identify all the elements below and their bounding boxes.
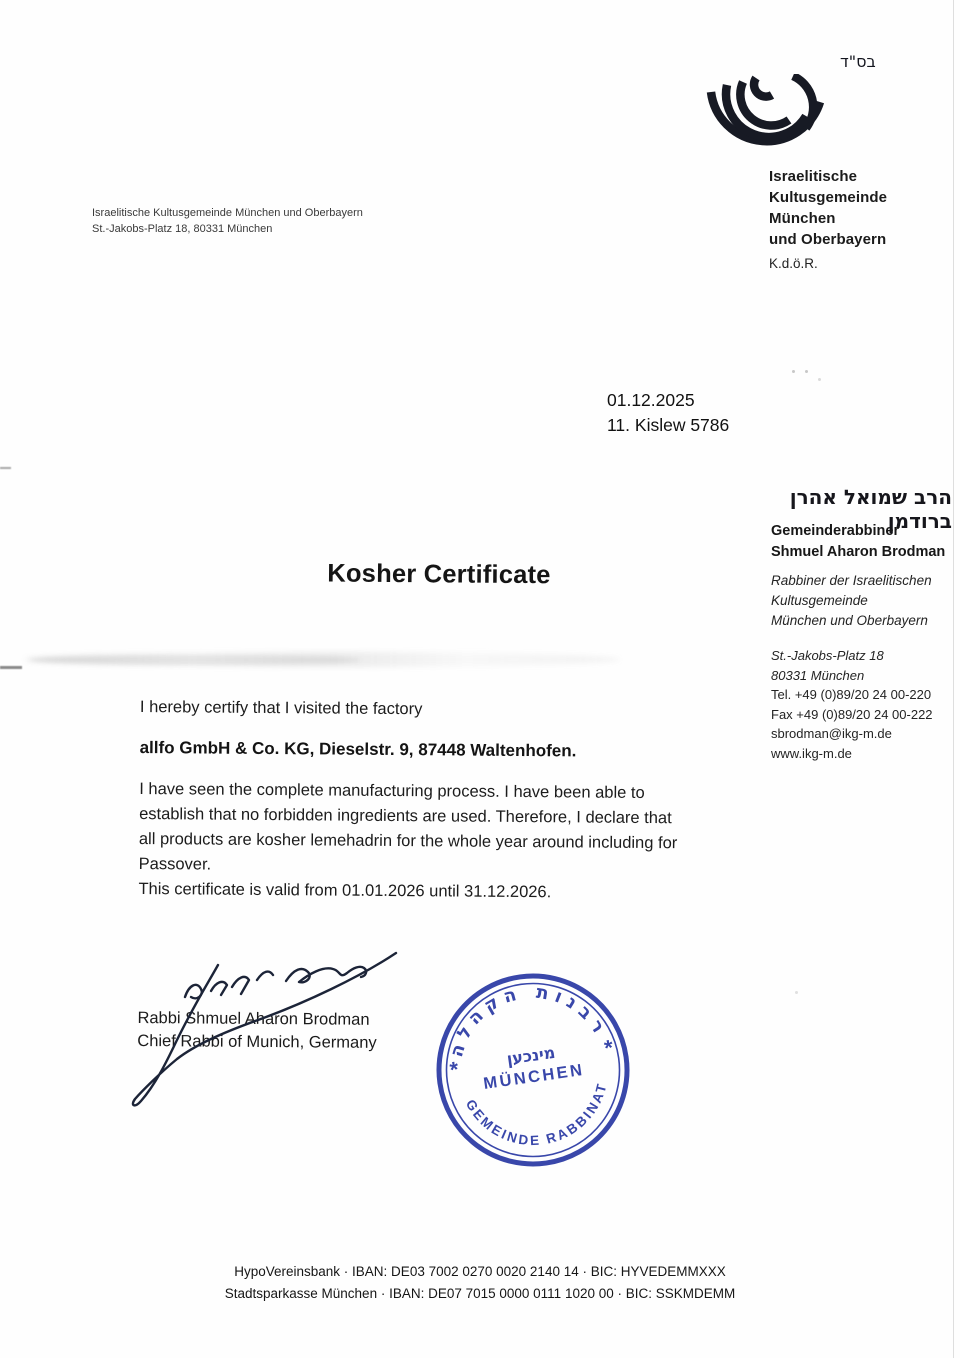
date-hebrew-calendar: 11. Kislew 5786 (607, 414, 730, 435)
paragraph-line: Passover. (138, 854, 212, 874)
sender-org: Israelitische Kultusgemeinde München und Oberbayern (92, 207, 363, 219)
rabbinate-round-stamp (430, 966, 642, 1176)
org-line: und Oberbayern (769, 231, 887, 248)
rabbi-name-hebrew: הרב שמואל אהרן ברודמן (789, 485, 952, 533)
paragraph-line: I have seen the complete manufacturing process. I have been able to (139, 779, 645, 802)
rabbi-desc-line: Rabbiner der Israelitischen (771, 573, 932, 588)
certification-paragraph (139, 777, 750, 882)
stamp-bottom-text: GEMEINDE RABBINAT (462, 1080, 610, 1149)
org-legal-form: K.d.ö.R. (769, 256, 818, 271)
rabbi-name: Shmuel Aharon Brodman (771, 544, 946, 560)
bank-line: HypoVereinsbank · IBAN: DE03 7002 0270 0020 2140 14 · BIC: HYVEDEMMXXX (234, 1264, 726, 1279)
stamp-city-latin: MÜNCHEN (482, 1060, 586, 1093)
stamp-top-hebrew: רבנות הקהלה (446, 981, 612, 1060)
sender-street: St.-Jakobs-Platz 18, 80331 München (92, 222, 273, 235)
rabbi-title: Gemeinderabbiner (771, 523, 900, 539)
signed-title: Chief Rabbi of Munich, Germany (137, 1031, 377, 1052)
rabbi-desc-line: Kultusgemeinde (771, 593, 868, 608)
signed-name: Rabbi Shmuel Aharon Brodman (137, 1008, 370, 1029)
org-line: Kultusgemeinde (769, 189, 888, 206)
contact-street: St.-Jakobs-Platz 18 (771, 648, 884, 663)
stamp-star-left: * (448, 1056, 461, 1083)
bank-line: Stadtsparkasse München · IBAN: DE07 7015 0000 0111 1020 00 · BIC: SSKMDEMM (224, 1286, 736, 1301)
org-line: München (769, 210, 836, 227)
org-line: Israelitische (769, 168, 858, 185)
stamp-city-hebrew: מינכען (505, 1042, 557, 1069)
date-gregorian: 01.12.2025 (607, 390, 695, 410)
contact-tel: Tel. +49 (0)89/20 24 00-220 (771, 687, 932, 702)
contact-web: www.ikg-m.de (771, 745, 852, 761)
contact-fax: Fax +49 (0)89/20 24 00-222 (771, 706, 933, 722)
page-title: Kosher Certificate (327, 559, 551, 590)
paragraph-line: establish that no forbidden ingredients are used. Therefore, I declare that (139, 804, 672, 828)
factory-name-line: allfo GmbH & Co. KG, Dieselstr. 9, 87448 Waltenhofen. (139, 737, 577, 761)
contact-email: sbrodman@ikg-m.de (771, 726, 892, 741)
bank-details-footer (0, 1261, 960, 1305)
validity-line: This certificate is valid from 01.01.2026 until 31.12.2026. (138, 879, 552, 902)
handwritten-signature (100, 935, 420, 1115)
rabbi-desc-line: München und Oberbayern (771, 613, 928, 628)
contact-city: 80331 München (771, 667, 865, 683)
paragraph-line: all products are kosher lemehadrin for the whole year around including for (138, 829, 678, 853)
bsd-hebrew-text: בס"ד (840, 52, 876, 71)
stamp-star-right: * (602, 1034, 615, 1061)
intro-line: I hereby certify that I visited the factory (139, 698, 423, 719)
